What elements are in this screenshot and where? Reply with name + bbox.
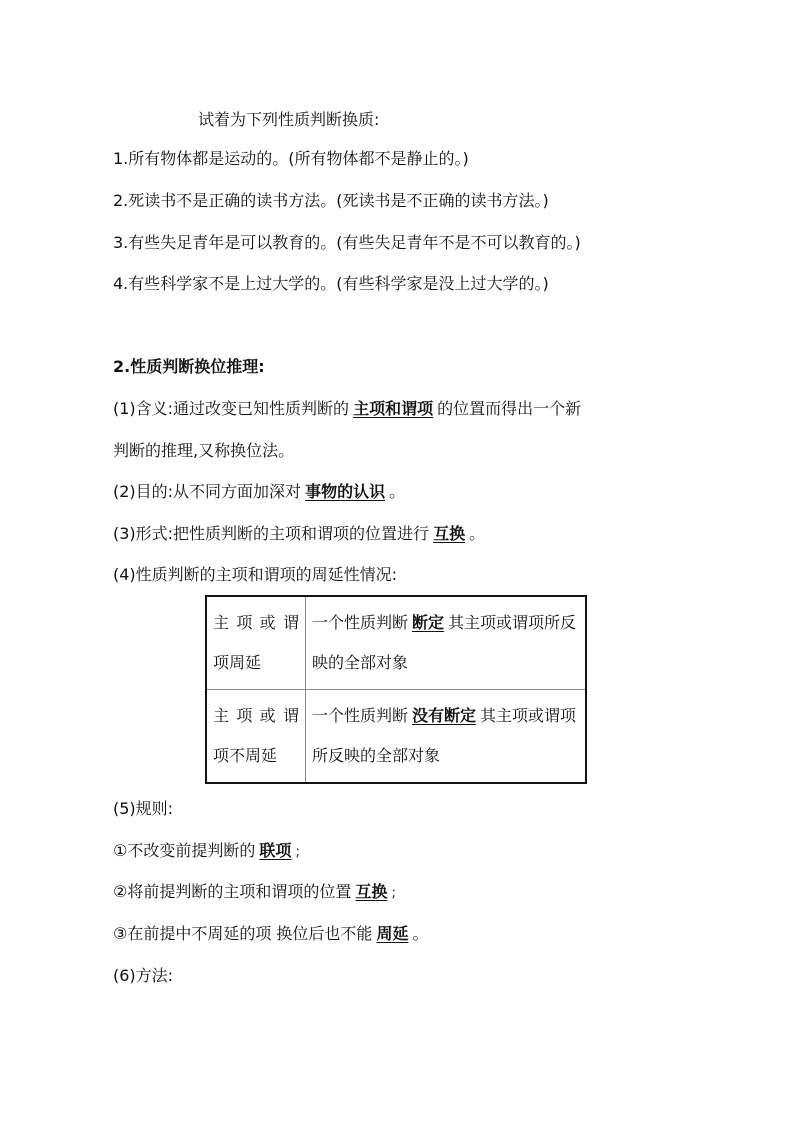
meaning-line-2: 判断的推理,又称换位法。 <box>113 441 295 460</box>
table-desc-cell <box>306 596 587 690</box>
exercise-title: 试着为下列性质判断换质: <box>198 110 380 129</box>
rule-3-pre: ③在前提中不周延的项 换位后也不能 <box>113 924 373 943</box>
purpose-line <box>113 480 405 504</box>
table-desc-post: 其主项或谓项所反映的全部对象 <box>312 706 577 765</box>
purpose-text-post: 。 <box>389 482 406 501</box>
rules-heading: (5)规则: <box>113 799 174 818</box>
distribution-table <box>205 595 587 784</box>
purpose-text-pre: (2)目的:从不同方面加深对 <box>113 482 302 501</box>
table-desc-post: 其主项或谓项所反映的全部对象 <box>312 613 577 672</box>
rule-2 <box>113 880 396 905</box>
rule-1-pre: ①不改变前提判断的 <box>113 841 256 860</box>
table-row <box>206 596 586 690</box>
rule-2-post: ; <box>391 885 397 901</box>
table-desc-pre: 一个性质判断 <box>312 706 409 725</box>
section-heading: 2.性质判断换位推理: <box>113 357 265 376</box>
table-label-line1: 主 项 或 谓 <box>213 613 299 632</box>
table-desc-answer: 断定 <box>412 613 445 632</box>
exercise-item-2: 2.死读书不是正确的读书方法。(死读书是不正确的读书方法。) <box>113 191 549 210</box>
form-text-post: 。 <box>469 524 486 543</box>
meaning-line <box>113 397 581 421</box>
rule-2-answer: 互换 <box>355 882 388 901</box>
meaning-text-pre: (1)含义:通过改变已知性质判断的 <box>113 399 350 418</box>
table-desc-pre: 一个性质判断 <box>312 613 409 632</box>
meaning-answer: 主项和谓项 <box>353 399 434 418</box>
table-label-cell <box>206 690 306 784</box>
method-heading: (6)方法: <box>113 966 174 985</box>
rule-3-post: 。 <box>412 924 429 943</box>
rule-1-post: ; <box>295 844 301 860</box>
rule-1-answer: 联项 <box>259 841 292 860</box>
exercise-item-4: 4.有些科学家不是上过大学的。(有些科学家是没上过大学的。) <box>113 274 549 293</box>
form-answer: 互换 <box>433 524 466 543</box>
table-row <box>206 690 586 784</box>
exercise-item-1: 1.所有物体都是运动的。(所有物体都不是静止的。) <box>113 149 469 168</box>
purpose-answer: 事物的认识 <box>305 482 386 501</box>
rule-2-pre: ②将前提判断的主项和谓项的位置 <box>113 882 352 901</box>
table-desc-cell <box>306 690 587 784</box>
rule-3 <box>113 922 428 946</box>
exercise-item-3: 3.有些失足青年是可以教育的。(有些失足青年不是不可以教育的。) <box>113 233 581 252</box>
rule-1 <box>113 839 300 864</box>
table-label-line2: 项周延 <box>213 653 262 672</box>
form-text-pre: (3)形式:把性质判断的主项和谓项的位置进行 <box>113 524 430 543</box>
rule-3-answer: 周延 <box>376 924 409 943</box>
meaning-text-post: 的位置而得出一个新 <box>437 399 582 418</box>
table-label-line1: 主 项 或 谓 <box>213 706 299 725</box>
table-label-cell <box>206 596 306 690</box>
table-label-line2: 项不周延 <box>213 746 278 765</box>
form-line <box>113 522 485 546</box>
table-desc-answer: 没有断定 <box>412 706 477 725</box>
distribution-intro: (4)性质判断的主项和谓项的周延性情况: <box>113 565 398 584</box>
